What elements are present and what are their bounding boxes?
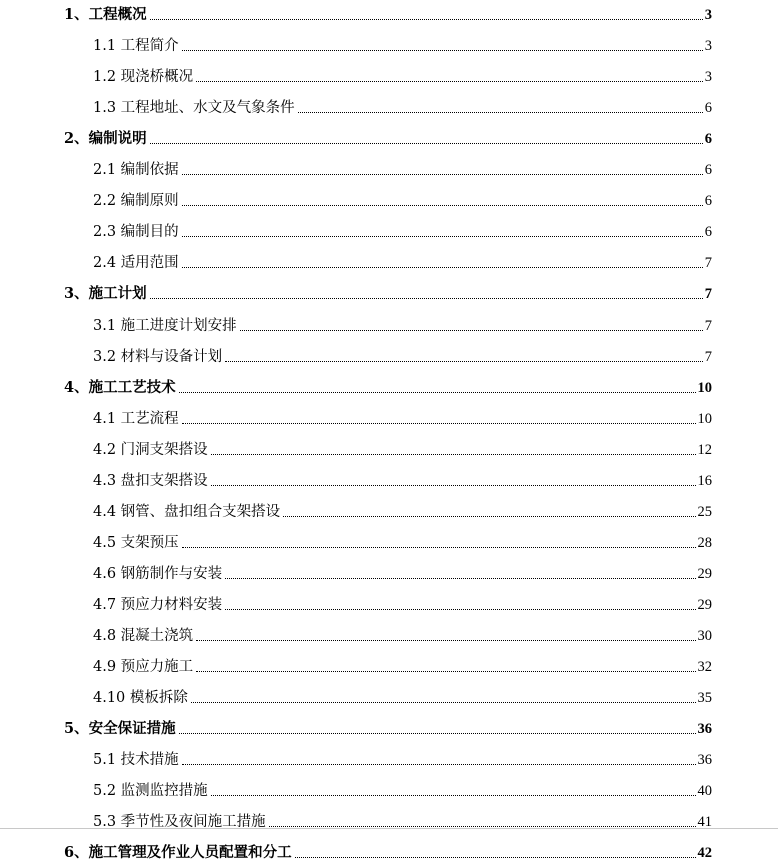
toc-entry-title: 2.4 适用范围 [93,255,179,272]
toc-section-entry[interactable] [93,313,712,335]
toc-dot-leader [150,143,703,144]
toc-dot-leader [150,19,703,20]
toc-chapter-entry[interactable] [64,281,712,303]
toc-entry-title: 2、编制说明 [64,130,147,148]
toc-entry-title: 4.3 盘扣支架搭设 [93,472,208,489]
toc-dot-leader [179,392,696,393]
page-break-rule [0,828,778,829]
toc-entry-title: 4.10 模板拆除 [93,690,188,707]
toc-entry-title: 5.1 技术措施 [93,752,179,769]
toc-page-number: 6 [704,193,712,210]
toc-entry-title: 4.6 钢筋制作与安装 [93,565,223,582]
toc-entry-title: 3、施工计划 [64,285,147,303]
toc-section-entry[interactable] [93,219,712,241]
toc-entry-title: 3.1 施工进度计划安排 [93,317,237,334]
toc-page-number: 3 [704,69,712,86]
toc-entry-title: 1.2 现浇桥概况 [93,69,194,86]
toc-section-entry[interactable] [93,468,712,490]
toc-page-number: 16 [697,472,712,489]
toc-page-number: 25 [697,503,712,520]
toc-entry-title: 4.8 混凝土浇筑 [93,628,194,644]
toc-chapter-entry[interactable] [64,2,712,24]
toc-dot-leader [182,50,703,51]
toc-page-number: 30 [697,628,712,644]
toc-entry-title: 4.7 预应力材料安装 [93,597,223,613]
toc-dot-leader [182,423,696,424]
toc-section-entry[interactable] [93,685,712,707]
toc-dot-leader [182,764,696,765]
toc-entry-title: 2.1 编制依据 [93,162,179,179]
toc-dot-leader [191,702,696,703]
toc-section-entry[interactable] [93,747,712,769]
toc-page-number: 28 [697,534,712,551]
toc-page-number: 29 [697,597,712,613]
toc-dot-leader [196,640,695,641]
toc-page-number: 6 [704,100,712,117]
toc-entry-title: 5.2 监测监控措施 [93,783,208,800]
toc-dot-leader [179,733,696,734]
toc-entry-title: 2.3 编制目的 [93,224,179,241]
toc-dot-leader [225,609,695,610]
toc-section-entry[interactable] [93,592,712,614]
toc-section-entry[interactable] [93,654,712,676]
toc-page-number: 7 [704,286,712,303]
toc-section-entry[interactable] [93,188,712,210]
toc-entry-title: 2.2 编制原则 [93,193,179,210]
toc-section-entry[interactable] [93,406,712,428]
toc-section-entry[interactable] [93,33,712,55]
toc-page-number: 32 [697,659,712,676]
toc-page-number: 36 [697,721,712,738]
toc-section-entry[interactable] [93,95,712,117]
toc-section-entry[interactable] [93,778,712,800]
toc-entry-title: 3.2 材料与设备计划 [93,348,223,365]
toc-page-number: 35 [697,690,712,707]
toc-dot-leader [196,81,703,82]
toc-page-number: 40 [697,783,712,800]
toc-dot-leader [225,361,703,362]
toc-entry-title: 4、施工工艺技术 [64,378,176,396]
toc-page-number: 12 [697,441,712,458]
toc-section-entry[interactable] [93,250,712,272]
toc-entry-title: 4.5 支架预压 [93,534,179,551]
toc-page-number: 36 [697,752,712,769]
toc-section-entry[interactable] [93,623,712,645]
toc-page-number: 7 [704,255,712,272]
toc-entry-title: 4.4 钢管、盘扣组合支架搭设 [93,503,281,520]
toc-page-number: 10 [697,410,712,427]
toc-page-number: 7 [704,348,712,365]
toc-entry-title: 4.1 工艺流程 [93,410,179,427]
toc-dot-leader [283,516,695,517]
toc-section-entry[interactable] [93,157,712,179]
toc-page-number: 6 [704,162,712,179]
toc-chapter-entry[interactable] [64,375,712,397]
toc-page-number: 6 [704,131,712,148]
toc-dot-leader [196,671,695,672]
toc-page-number: 10 [697,379,712,396]
toc-dot-leader [298,112,703,113]
toc-entry-title: 4.2 门洞支架搭设 [93,441,208,458]
toc-page-number: 41 [697,814,712,831]
toc-page-number: 7 [704,317,712,334]
toc-dot-leader [182,174,703,175]
toc-page-number: 29 [697,565,712,582]
toc-dot-leader [182,236,703,237]
toc-dot-leader [182,205,703,206]
toc-entry-title: 5、安全保证措施 [64,720,176,738]
toc-section-entry[interactable] [93,530,712,552]
toc-dot-leader [150,298,703,299]
toc-dot-leader [211,454,696,455]
toc-entry-title: 1.3 工程地址、水文及气象条件 [93,100,295,117]
toc-entry-title: 5.3 季节性及夜间施工措施 [93,814,266,831]
toc-page-number: 42 [697,845,712,862]
toc-chapter-entry[interactable] [64,126,712,148]
toc-chapter-entry[interactable] [64,716,712,738]
toc-dot-leader [225,578,695,579]
toc-section-entry[interactable] [93,344,712,366]
toc-dot-leader [240,330,703,331]
toc-dot-leader [182,267,703,268]
toc-dot-leader [295,857,696,858]
toc-page-number: 3 [704,7,712,23]
toc-section-entry[interactable] [93,64,712,86]
toc-section-entry[interactable] [93,561,712,583]
toc-entry-title: 6、施工管理及作业人员配置和分工 [64,844,292,862]
toc-page-number: 3 [704,38,712,54]
toc-entry-title: 4.9 预应力施工 [93,659,194,676]
toc-dot-leader [211,795,696,796]
toc-section-entry[interactable] [93,499,712,521]
toc-section-entry[interactable] [93,437,712,459]
toc-dot-leader [211,485,696,486]
toc-page-number: 6 [704,224,712,241]
toc-dot-leader [182,547,696,548]
toc-entry-title: 1、工程概况 [64,6,147,23]
toc-entry-title: 1.1 工程简介 [93,38,179,54]
